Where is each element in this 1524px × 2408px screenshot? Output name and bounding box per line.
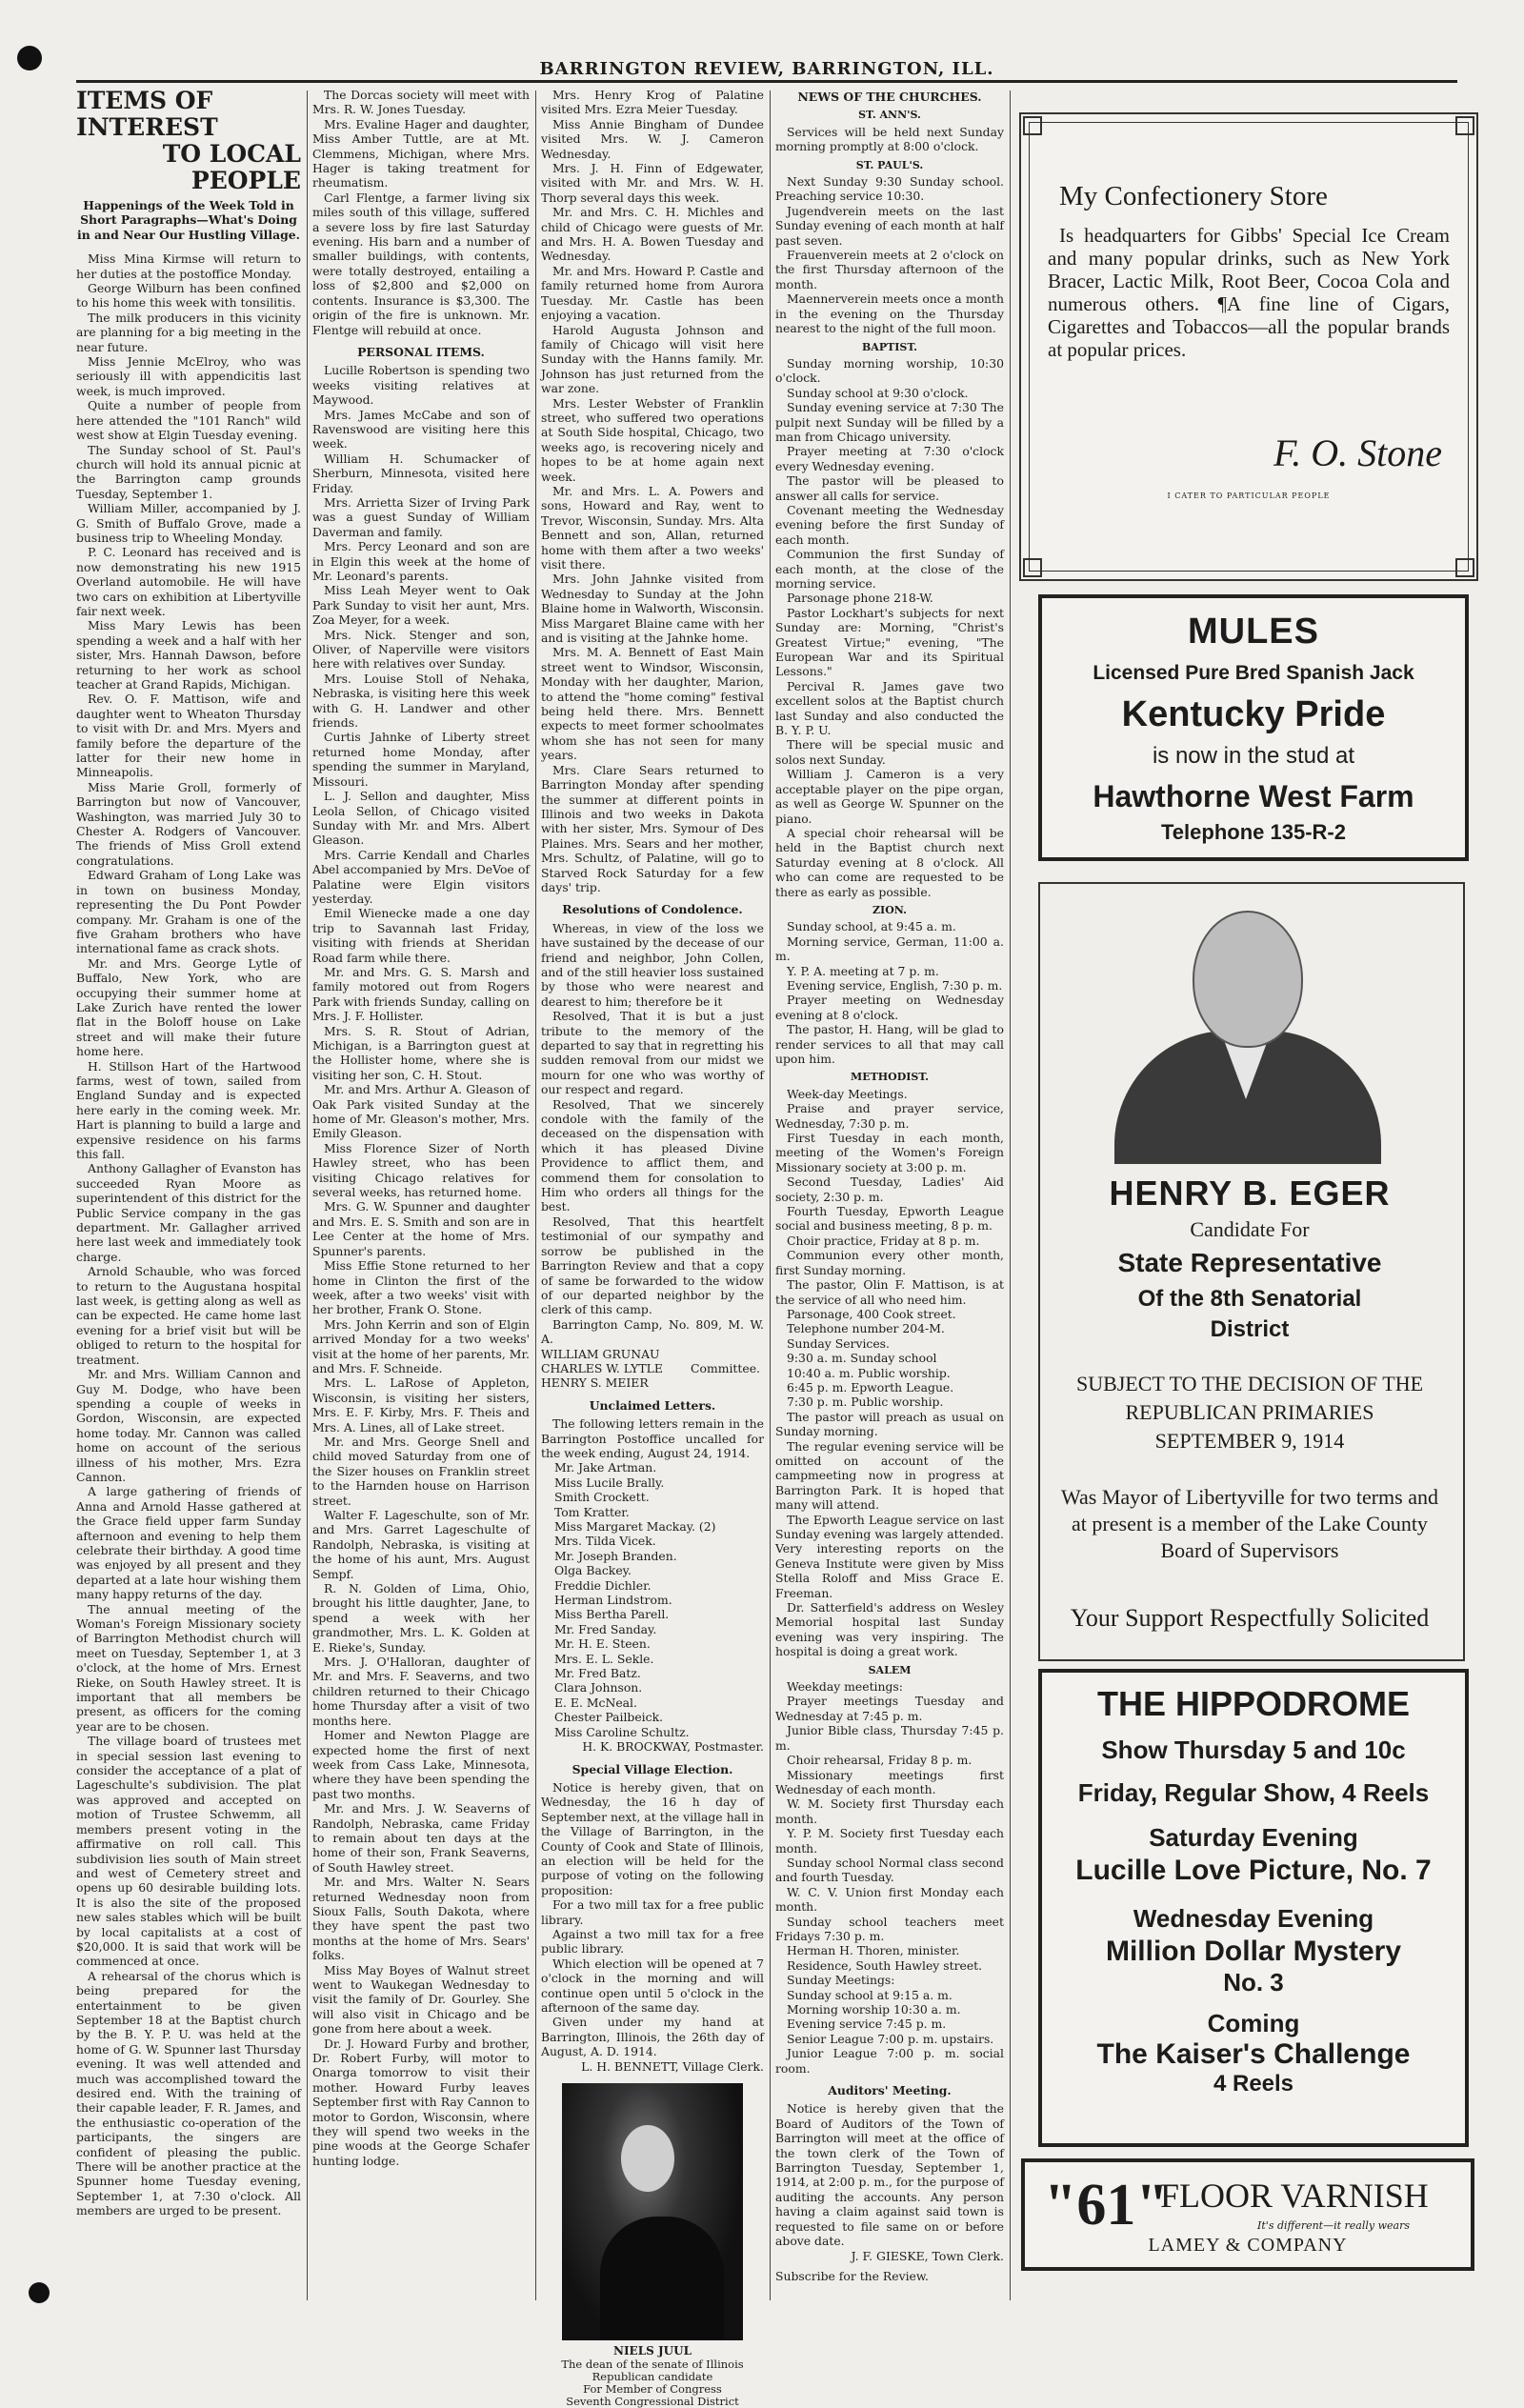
ad-line: The Kaiser's Challenge [1096,2038,1411,2070]
church-name: BAPTIST. [862,340,917,353]
column-rule [770,90,771,2300]
article-paragraph: Walter F. Lageschulte, son of Mr. and Mrs. Garret Lageschulte of Randolph, Nebraska, is visiting at the home of his aunt, Mrs. August Sempf. [312,1508,530,1581]
article-paragraph: Carl Flentge, a farmer living six miles south of this village, suffered a severe loss by fire last Saturday evening. His barn and a number of smaller buildings, with contents, were totally destroyed, entailing a loss of $2,800 and $2,000 on contents. Insurance is $3,300. The origin of the fire is unknown. Mr. Flentge will rebuild at once. [312,190,530,337]
church-name: SALEM [868,1663,912,1676]
auditors-notice: Notice is hereby given that the Board of Auditors of the Town of Barrington will meet at the office of the town clerk of the Town of Barrington Tuesday, September 1, 1914, at 2:00 p. m., for the purpose of auditing the accounts. Any person having a claim against said town is requested to file same on or before above date. [775,2101,1004,2249]
letter-entry: Mr. Jake Artman. [554,1460,657,1475]
article-paragraph: Edward Graham of Long Lake was in town on business Monday, representing the Du Pont Powder company. Mr. Graham is one of the five Graham brothers who have international fame as crack shots. [76,868,301,956]
caption-line: Republican candidate [592,2370,713,2384]
binding-hole [17,46,42,70]
ad-line: SUBJECT TO THE DECISION OF THE [1075,1372,1424,1395]
ad-tagline: It's different—it really wears [1257,2219,1410,2232]
letter-entry: Smith Crockett. [554,1490,650,1505]
article-paragraph: Curtis Jahnke of Liberty street returned home Monday, after spending the summer in Maryland, Missouri. [312,730,530,789]
church-notice: Junior Bible class, Thursday 7:45 p. m. [775,1723,1004,1753]
ad-hippodrome [1038,1669,1469,2147]
article-paragraph: P. C. Leonard has received and is now demonstrating his new 1915 Overland automobile. He will have two cars on exhibition at Libertyville fair next week. [76,545,301,618]
church-notice: Communion every other month, first Sunday morning. [775,1248,1004,1277]
ad-line: Million Dollar Mystery [1105,1936,1402,1967]
church-notice: Dr. Satterfield's address on Wesley Memorial hospital last Sunday evening was very inspiring. The hospital is doing a great work. [775,1600,1004,1659]
article-paragraph: Mrs. L. LaRose of Appleton, Wisconsin, is visiting her sisters, Mrs. E. F. Kirby, Mrs. F. Theis and Mrs. A. Lines, all of Lake street. [312,1375,530,1435]
ad-line: 4 Reels [1213,2071,1294,2097]
article-paragraph: Mr. and Mrs. Arthur A. Gleason of Oak Park visited Sunday at the home of Mr. Gleason's mother, Mrs. Emily Gleason. [312,1082,530,1141]
ad-line: Hawthorne West Farm [1093,779,1414,813]
section-title: TO LOCAL PEOPLE [162,140,301,194]
article-paragraph: Mrs. Louise Stoll of Nehaka, Nebraska, is visiting here this week with G. H. Landwer and other friends. [312,671,530,731]
article-paragraph: The annual meeting of the Woman's Foreign Missionary society of Barrington Methodist church will meet on Tuesday, September 1, at 3 o'clock, at the home of Mrs. Ernest Rieke, on South Hawley street. It is important that all members be present, as officers for the coming year are to be chosen. [76,1601,301,1734]
article-paragraph: Emil Wienecke made a one day trip to Savannah last Friday, visiting with friends at Sheridan Road farm while there. [312,906,530,965]
church-notice: Sunday morning worship, 10:30 o'clock. [775,355,1004,386]
postmaster-signature: H. K. BROCKWAY, Postmaster. [582,1739,764,1755]
church-notice: Sunday school teachers meet Fridays 7:30 p. m. [775,1914,1004,1943]
caption-line: The dean of the senate of Illinois [561,2358,744,2372]
church-notice: There will be special music and solos next Sunday. [775,737,1004,767]
letter-entry: Mr. Fred Batz. [554,1666,641,1681]
ad-headline: THE HIPPODROME [1096,1684,1411,1723]
church-notice: Frauenverein meets at 2 o'clock on the first Thursday afternoon of the month. [775,248,1004,291]
caption-line: For Member of Congress [583,2382,722,2397]
church-notice: Next Sunday 9:30 Sunday school. Preaching service 10:30. [775,174,1004,204]
article-paragraph: Mr. and Mrs. Walter N. Sears returned Wednesday noon from Sioux Falls, South Dakota, where they have spent the past two months at the home of Mrs. Sears' folks. [312,1875,530,1963]
church-notice: Percival R. James gave two excellent solos at the Baptist church last Sunday and also conducted the B. Y. P. U. [775,678,1004,738]
church-notice: W. C. V. Union first Monday each month. [775,1884,1004,1915]
ad-line: District [1210,1316,1290,1342]
article-paragraph: Mr. and Mrs. William Cannon and Guy M. Dodge, who have been spending a couple of weeks in Gordon, Wisconsin, are expected home today. Mr. Cannon was called home on account of the serious illness of his mother, Mrs. Ezra Cannon. [76,1367,301,1484]
article-paragraph: Mrs. Evaline Hager and daughter, Miss Amber Tuttle, are at Mt. Clemmens, Michigan, where Mrs. Hager is taking treatment for rheumatism. [312,116,530,191]
church-notice: Week-day Meetings. [787,1086,908,1101]
letter-entry: Mrs. Tilda Vicek. [554,1534,656,1549]
ad-line: is now in the stud at [1152,743,1355,769]
article-paragraph: William H. Schumacker of Sherburn, Minnesota, visited here Friday. [312,451,530,495]
article-paragraph: Quite a number of people from here attended the "101 Ranch" wild west show at Elgin Tuesday evening. [76,398,301,443]
article-paragraph: Miss Mary Lewis has been spending a week and a half with her sister, Mrs. Hannah Dawson, before returning to her work as school teacher at Grand Rapids, Michigan. [76,618,301,692]
ad-line: Show Thursday 5 and 10c [1101,1736,1406,1764]
letter-entry: Chester Pailbeick. [554,1710,664,1725]
church-notice: Prayer meeting at 7:30 o'clock every Wednesday evening. [775,444,1004,473]
article-paragraph: Dr. J. Howard Furby and brother, Dr. Robert Furby, will motor to Onarga tomorrow to visit their mother. Howard Furby leaves September first with Ray Cannon to motor to Gordon, Wisconsin, where they will spend two weeks in the pine woods at the George Schafer hunting lodge. [312,2036,530,2168]
column-rule [1010,90,1011,2300]
church-notice: Choir rehearsal, Friday 8 p. m. [787,1753,973,1768]
clerk-signature: L. H. BENNETT, Village Clerk. [581,2058,764,2074]
ad-line: Kentucky Pride [1121,694,1386,734]
column-churches [775,88,1004,2302]
church-notice: Prayer meeting on Wednesday evening at 8 o'clock. [775,993,1004,1022]
church-notice: Morning worship 10:30 a. m. [787,2002,961,2017]
article-paragraph: Which election will be opened at 7 o'clock in the morning and will continue open until 5 o'clock in the afternoon of the same day. [541,1956,764,2015]
article-paragraph: Lucille Robertson is spending two weeks visiting relatives at Maywood. [312,363,530,408]
town-clerk-signature: J. F. GIESKE, Town Clerk. [851,2248,1004,2263]
church-notice: Sunday evening service at 7:30 The pulpit next Sunday will be filled by a man from Chicago university. [775,400,1004,444]
caption-line: Seventh Congressional District [566,2395,739,2408]
article-paragraph: Mrs. Clare Sears returned to Barrington Monday after spending the summer at different points in Illinois and two weeks in Dakota with her sister, Mrs. Symour of Des Plaines. Mrs. Sears and her mother, Mrs. Schultz, of Palatine, will go to Starved Rock Saturday for a few days' trip. [541,762,764,894]
church-notice: Morning service, German, 11:00 a. m. [775,933,1004,964]
article-paragraph: Homer and Newton Plagge are expected home the first of next week from Cass Lake, Minnesota, where they have been spending the past two months. [312,1728,530,1801]
article-paragraph: Rev. O. F. Mattison, wife and daughter went to Wheaton Thursday to visit with Dr. and Mrs. Myers and family before the departure of the latter for their new home in Minneapolis. [76,692,301,780]
ad-body: Is headquarters for Gibbs' Special Ice Cream and many popular drinks, such as New York Bracer, Lactic Milk, Root Beer, Cocoa Cola and numerous others. ¶A fine line of Cigars, Cigarettes and Tobaccos—all the popular brands at popular prices. [1048,224,1450,361]
candidate-portrait [1105,907,1391,1164]
column-personal-items [312,88,530,2302]
article-paragraph: Anthony Gallagher of Evanston has succeeded Ryan Moore as superintendent of this district for the Public Service company in the gas department. Mr. Gallagher arrived here last week and immediately took charge. [76,1161,301,1264]
letters-intro: The following letters remain in the Barrington Postoffice uncalled for the week ending, August 24, 1914. [541,1416,764,1460]
column-notices [541,88,764,2408]
article-paragraph: Against a two mill tax for a free public library. [541,1926,764,1956]
church-notice: Communion the first Sunday of each month, at the close of the morning service. [775,547,1004,591]
ad-line: Telephone 135-R-2 [1161,820,1346,844]
ad-company: LAMEY & COMPANY [1148,2235,1348,2256]
letter-entry: Olga Backey. [554,1563,632,1578]
ad-name: HENRY B. EGER [1109,1174,1391,1213]
ad-title: My Confectionery Store [1059,181,1328,211]
letters-list [541,1460,764,1739]
article-paragraph: Mrs. Nick. Stenger and son, Oliver, of Naperville were visitors here with relatives over Sunday. [312,627,530,672]
church-notice: Pastor Lockhart's subjects for next Sunday are: Morning, "Christ's Greatest Virtue;" evening, "The European War and its Spiritual Lessons." [775,605,1004,679]
letter-entry: Clara Johnson. [554,1680,643,1696]
ad-signature: F. O. Stone [1273,431,1442,474]
article-paragraph: Miss Mina Kirmse will return to her duties at the postoffice Monday. [76,251,301,281]
church-notice: Parsonage, 400 Cook street. [787,1306,956,1321]
article-paragraph: The village board of trustees met in special session last evening to consider the acceptance of a plat of Lageschulte's subdivision. The plat was approved and accepted on motion of Trustee Schwemm, all members present voting in the affirmative on roll call. This subdivision lies south of Main street and west of Cemetery street and opens up 60 desirable building lots. It is also the site of the proposed new sales stables which will be built by local capitalists at a cost of $20,000. It is said that work will be commenced at once. [76,1734,301,1969]
church-name: ST. ANN'S. [858,109,921,122]
ad-line: State Representative [1117,1248,1382,1277]
committee-list [541,1347,764,1391]
article-paragraph: Mr. and Mrs. C. H. Michles and child of Chicago were guests of Mr. and Mrs. H. A. Bowen Tuesday and Wednesday. [541,205,764,264]
article-list [312,88,530,337]
church-notice: The pastor, Olin F. Mattison, is at the service of all who need him. [775,1277,1004,1307]
article-paragraph: The milk producers in this vicinity are planning for a big meeting in the near future. [76,310,301,354]
letter-entry: Mr. H. E. Steen. [554,1636,651,1652]
church-list [775,108,1004,2076]
church-notice: Senior League 7:00 p. m. upstairs. [787,2031,994,2046]
church-notice: Fourth Tuesday, Epworth League social and business meeting, 8 p. m. [775,1204,1004,1234]
article-paragraph: Miss Effie Stone returned to her home in Clinton the first of the week, after a two weeks' visit with her brother, Frank O. Stone. [312,1258,530,1317]
section-heading: Special Village Election. [572,1761,733,1776]
church-notice: The Epworth League service on last Sunday evening was largely attended. Very interesting reports on the Geneva Institute were given by Miss Stella Roloff and Miss Grace E. Freeman. [775,1512,1004,1600]
church-notice: Jugendverein meets on the last Sunday evening of each month at half past seven. [775,203,1004,248]
article-paragraph: Miss Marie Groll, formerly of Barrington but now of Vancouver, Washington, was married July 30 to Chester A. Rodgers of Vancouver. The friends of Miss Groll extend congratulations. [76,779,301,868]
article-paragraph: Resolved, That we sincerely condole with the family of the deceased on the dispensation with which it has pleased Divine Providence to afflict them, and commend them for consolation to Him who orders all things for the best. [541,1096,764,1214]
church-notice: The pastor will be pleased to answer all calls for service. [775,473,1004,503]
article-paragraph: Arnold Schauble, who was forced to return to the Augustana hospital last week, is getting along as well as can be expected. He came home last evening for a brief visit but will be obliged to return to the hospital for treatment. [76,1264,301,1367]
ad-line: REPUBLICAN PRIMARIES [1125,1400,1374,1424]
article-paragraph: Whereas, in view of the loss we have sustained by the decease of our friend and neighbor, John Collen, and of the still heavier loss sustained by those who were nearest and dearest to him; therefore be it [541,920,764,1009]
ad-number: "61" [1044,2173,1169,2237]
church-name: ST. PAUL'S. [855,158,924,171]
ad-line: Licensed Pure Bred Spanish Jack [1093,662,1414,684]
letter-entry: Miss Lucile Brally. [554,1475,665,1490]
article-paragraph: For a two mill tax for a free public library. [541,1897,764,1927]
church-notice: The pastor, H. Hang, will be glad to render services to all that may call upon him. [775,1022,1004,1066]
article-paragraph: George Wilburn has been confined to his home this week with tonsilitis. [76,281,301,311]
ad-line: Of the 8th Senatorial [1137,1286,1362,1312]
church-notice: Second Tuesday, Ladies' Aid society, 2:30 p. m. [775,1174,1004,1204]
article-paragraph: H. Stillson Hart of the Hartwood farms, west of town, sailed from England Sunday and is expected here early in the coming week. Mr. Hart is planning to build a large and expensive residence on his farms this fall. [76,1058,301,1161]
section-heading: NEWS OF THE CHURCHES. [797,90,982,104]
letter-entry: E. E. McNeal. [554,1695,637,1710]
church-notice: The regular evening service will be omitted on account of the campmeeting now in progress at Barrington Park. It is hoped that many will attend. [775,1438,1004,1513]
article-paragraph: Mrs. J. H. Finn of Edgewater, visited with Mr. and Mrs. W. H. Thorp several days this week. [541,161,764,205]
article-paragraph: Mr. and Mrs. J. W. Seaverns of Randolph, Nebraska, came Friday to remain about ten days at the home of their son, Frank Seaverns, of South Hawley street. [312,1801,530,1875]
letter-entry: Mr. Fred Sanday. [554,1621,657,1636]
ad-line: Friday, Regular Show, 4 Reels [1077,1778,1430,1807]
resolutions [541,921,764,1347]
article-paragraph: Mr. and Mrs. George Snell and child moved Saturday from one of the Sizer houses on Franklin street to the Harnden house on Harrison street. [312,1434,530,1508]
church-name: METHODIST. [851,1071,929,1084]
church-notice: 7:30 p. m. Public worship. [787,1395,944,1410]
article-paragraph: Mrs. Carrie Kendall and Charles Abel accompanied by Mrs. DeVoe of Palatine were Elgin visitors yesterday. [312,847,530,906]
article-paragraph: Given under my hand at Barrington, Illinois, the 26th day of August, A. D. 1914. [541,2015,764,2059]
article-paragraph: William Miller, accompanied by J. G. Smith of Buffalo Grove, made a business trip to Wheeling Monday. [76,501,301,545]
article-paragraph: Mrs. Percy Leonard and son are in Elgin this week at the home of Mr. Leonard's parents. [312,539,530,583]
church-notice: Evening service 7:45 p. m. [787,2017,947,2032]
church-name: ZION. [872,903,907,916]
ad-eger [1038,882,1461,1657]
article-list [76,251,301,2217]
article-paragraph: Notice is hereby given, that on Wednesday, the 16 h day of September next, at the village hall in the Village of Barrington, in the County of Cook and State of Illinois, an election will be held for the purpose of voting on the following proposition: [541,1779,764,1897]
binding-hole [29,2282,50,2303]
article-paragraph: Mrs. John Jahnke visited from Wednesday to Sunday at the John Blaine home in Walworth, Wisconsin. Miss Margaret Blaine came with her and is visiting at the Jahnke home. [541,572,764,646]
ad-product: FLOOR VARNISH [1160,2177,1429,2215]
church-notice: Weekday meetings: [787,1679,903,1695]
ad-line: SEPTEMBER 9, 1914 [1154,1429,1345,1453]
church-notice: Sunday school, at 9:45 a. m. [787,919,956,934]
letter-entry: Mr. Joseph Branden. [554,1548,677,1563]
ad-line: Coming [1207,2009,1300,2037]
election-notice [541,1780,764,2059]
ad-line: Saturday Evening [1149,1823,1358,1852]
article-paragraph: Mrs. S. R. Stout of Adrian, Michigan, is a Barrington guest at the Hollister home, where she is visiting her son, C. H. Stout. [312,1023,530,1082]
church-notice: 10:40 a. m. Public worship. [787,1365,951,1380]
church-notice: Services will be held next Sunday morning promptly at 8:00 o'clock. [775,124,1004,154]
article-paragraph: Mrs. Henry Krog of Palatine visited Mrs. Ezra Meier Tuesday. [541,88,764,117]
article-paragraph: Mrs. J. O'Halloran, daughter of Mr. and Mrs. F. Seaverns, and two children returned to their Chicago home Thursday after a visit of two months here. [312,1655,530,1728]
photo-caption [541,2358,764,2408]
section-heading: Resolutions of Condolence. [562,902,743,917]
ad-confectionery [1019,112,1478,581]
church-notice: Telephone number 204-M. [787,1321,945,1336]
committee-member: WILLIAM GRUNAU [541,1346,660,1361]
letter-entry: Herman Lindstrom. [554,1593,672,1608]
masthead: BARRINGTON REVIEW, BARRINGTON, ILL. [539,59,994,79]
church-notice: Herman H. Thoren, minister. [787,1943,960,1958]
section-subhead: Happenings of the Week Told in Short Paragraphs—What's Doing in and Near Our Hustling Village. [77,198,300,242]
ad-line: Your Support Respectfully Solicited [1070,1604,1430,1632]
letter-entry: Miss Bertha Parell. [554,1607,670,1622]
church-notice: Evening service, English, 7:30 p. m. [787,977,1003,993]
article-paragraph: L. J. Sellon and daughter, Miss Leola Sellon, of Chicago visited Sunday with Mr. and Mrs. Albert Gleason. [312,789,530,848]
article-paragraph: Mrs. M. A. Bennett of East Main street went to Windsor, Wisconsin, Monday with her daughter, Marion, to attend the "home coming" festival being held there. Mrs. Bennett expects to meet former schoolmates whom she has not seen for many years. [541,645,764,763]
column-rule [535,90,536,2300]
ad-line: Wednesday Evening [1133,1904,1374,1933]
church-notice: 6:45 p. m. Epworth League. [787,1379,954,1395]
letter-entry: Miss Caroline Schultz. [554,1724,690,1739]
church-notice: Choir practice, Friday at 8 p. m. [787,1233,980,1248]
section-heading: Auditors' Meeting. [828,2083,952,2098]
article-paragraph: Mr. and Mrs. L. A. Powers and sons, Howard and Ray, went to Trevor, Wisconsin, Sunday. Mrs. Alta Bennett and son, Allan, returned home with them after a two weeks' visit there. [541,483,764,572]
article-paragraph: Miss Leah Meyer went to Oak Park Sunday to visit her aunt, Mrs. Zoa Meyer, for a week. [312,583,530,628]
article-list [312,363,530,2168]
article-paragraph: A rehearsal of the chorus which is being prepared for the entertainment to be given September 18 at the Baptist church by the B. Y. P. U. was held at the home of G. W. Spunner last Thursday evening. It was well attended and much was accomplished toward the desired end. With the training of their capable leader, F. R. James, and the enthusiastic co-operation of the participants, the singers are confident of pleasing the public. There will be another practice at the Spunner home Tuesday evening, September 1, at 7:30 o'clock. All members are urged to be present. [76,1968,301,2218]
committee-label: Committee. [691,1360,760,1375]
article-paragraph: Mr. and Mrs. George Lytle of Buffalo, New York, who are occupying their summer home at Lake Zurich have rented the lower flat in the Boloff house on Lake street and will make their future home here. [76,955,301,1059]
section-title: ITEMS OF INTEREST [76,87,218,141]
section-heading: Unclaimed Letters. [589,1397,716,1413]
article-paragraph: Mr. and Mrs. Howard P. Castle and family returned home from Aurora Tuesday. Mr. Castle has been enjoying a vacation. [541,263,764,323]
article-paragraph: Mrs. James McCabe and son of Ravenswood are visiting here this week. [312,407,530,452]
church-notice: First Tuesday in each month, meeting of the Women's Foreign Missionary society at 3:00 p. m. [775,1131,1004,1174]
article-paragraph: Miss Jennie McElroy, who was seriously ill with appendicitis last week, is much improved. [76,354,301,398]
ad-line: Candidate For [1190,1217,1310,1241]
column-rule [307,90,308,2300]
committee-member: CHARLES W. LYTLE [541,1360,663,1375]
ad-line: Was Mayor of Libertyville for two terms and at present is a member of the Lake County Board of Supervisors [1061,1485,1438,1562]
masthead-rule [76,80,1457,83]
article-paragraph: Miss Florence Sizer of North Hawley street, who has been visiting Chicago relatives for several weeks, has returned home. [312,1140,530,1200]
article-paragraph: The Sunday school of St. Paul's church will hold its annual picnic at the Barrington camp grounds Tuesday, September 1. [76,442,301,501]
church-notice: William J. Cameron is a very acceptable player on the pipe organ, as well as George W. Spunner on the piano. [775,767,1004,826]
letter-entry: Tom Kratter. [554,1504,630,1519]
church-notice: Sunday school at 9:30 o'clock. [787,385,969,400]
church-notice: Sunday Meetings: [787,1973,895,1988]
committee-member: HENRY S. MEIER [541,1375,649,1391]
article-paragraph: Mrs. G. W. Spunner and daughter and Mrs. E. S. Smith and son are in Lee Center at the home of Mrs. Spunner's parents. [312,1199,530,1258]
church-notice: Sunday school at 9:15 a. m. [787,1987,952,2002]
church-notice: A special choir rehearsal will be held in the Baptist church next Saturday evening at 8 o'clock. All who can come are requested to be there as early as possible. [775,825,1004,899]
church-notice: Maennerverein meets once a month in the evening on the Thursday nearest to the night of the full moon. [775,291,1004,336]
article-paragraph: Resolved, That it is but a just tribute to the memory of the departed to say that in regretting his sudden removal from our midst we mourn for one who was worthy of our respect and regard. [541,1009,764,1097]
photo-caption-name: NIELS JUUL [612,2344,692,2358]
ad-tagline: I CATER TO PARTICULAR PEOPLE [1167,492,1331,500]
article-paragraph: Mrs. John Kerrin and son of Elgin arrived Monday for a two weeks' visit at the home of her parents, Mr. and Mrs. F. Schneide. [312,1316,530,1375]
article-list [541,88,764,894]
article-paragraph: Barrington Camp, No. 809, M. W. A. [541,1316,764,1347]
church-notice: Y. P. M. Society first Tuesday each month. [775,1826,1004,1856]
letter-entry: Mrs. E. L. Sekle. [554,1651,654,1666]
article-paragraph: Mr. and Mrs. G. S. Marsh and family motored out from Rogers Park with friends Sunday, calling on Mrs. J. F. Hollister. [312,964,530,1024]
church-notice: Praise and prayer service, Wednesday, 7:30 p. m. [775,1101,1004,1131]
church-notice: Residence, South Hawley street. [787,1957,983,1973]
section-heading: PERSONAL ITEMS. [357,344,485,359]
subscribe-note: Subscribe for the Review. [775,2268,929,2283]
church-notice: Parsonage phone 218-W. [787,591,933,606]
ad-headline: MULES [1188,612,1319,652]
church-notice: Sunday Services. [787,1335,890,1351]
letter-entry: Miss Margaret Mackay. (2) [554,1519,716,1534]
article-paragraph: Harold Augusta Johnson and family of Chicago will visit here Sunday with the Hanns family. Mr. Johnson has just returned from the war zone. [541,322,764,396]
ad-line: No. 3 [1223,1968,1284,1997]
article-paragraph: The Dorcas society will meet with Mrs. R. W. Jones Tuesday. [312,88,530,117]
church-notice: Sunday school Normal class second and fourth Tuesday. [775,1855,1004,1885]
article-paragraph: Resolved, That this heartfelt testimonial of our sympathy and sorrow be published in the Barrington Review and that a copy of same be forwarded to the widow of our departed neighbor by the clerk of this camp. [541,1214,764,1317]
article-paragraph: Mrs. Lester Webster of Franklin street, who suffered two operations at South Side hospital, Chicago, two weeks ago, is recovering nicely and hopes to be at home again next week. [541,395,764,484]
church-notice: Missionary meetings first Wednesday of each month. [775,1767,1004,1796]
letter-entry: Freddie Dichler. [554,1577,652,1593]
church-notice: 9:30 a. m. Sunday school [787,1351,937,1366]
ad-varnish [1021,2158,1474,2271]
church-notice: The pastor will preach as usual on Sunday morning. [775,1409,1004,1439]
church-notice: Y. P. A. meeting at 7 p. m. [787,963,939,978]
article-paragraph: A large gathering of friends of Anna and Arnold Hasse gathered at the Grace field upper farm Sunday afternoon and evening to help them celebrate their birthday. A good time was enjoyed by all present and they departed at a late hour wishing them many happy returns of the day. [76,1484,301,1602]
candidate-photo [562,2083,743,2340]
article-paragraph: R. N. Golden of Lima, Ohio, brought his little daughter, Jane, to spend a week with her grandmother, Mrs. L. K. Golden at E. Rieke's, Sunday. [312,1581,530,1655]
church-notice: Covenant meeting the Wednesday evening before the first Sunday of each month. [775,502,1004,547]
article-paragraph: Miss May Boyes of Walnut street went to Waukegan Wednesday to visit the family of Dr. Gourley. She will also visit in Chicago and be gone from here about a week. [312,1962,530,2037]
article-paragraph: Miss Annie Bingham of Dundee visited Mrs. W. J. Cameron Wednesday. [541,116,764,161]
church-notice: Junior League 7:00 p. m. social room. [775,2046,1004,2076]
ad-mules [1038,594,1469,861]
ad-line: Lucille Love Picture, No. 7 [1075,1855,1432,1886]
column-local-items [76,88,301,2302]
article-paragraph: Mrs. Arrietta Sizer of Irving Park was a guest Sunday of William Daverman and family. [312,494,530,539]
church-notice: W. M. Society first Thursday each month. [775,1796,1004,1826]
church-notice: Prayer meetings Tuesday and Wednesday at 7:45 p. m. [775,1694,1004,1723]
